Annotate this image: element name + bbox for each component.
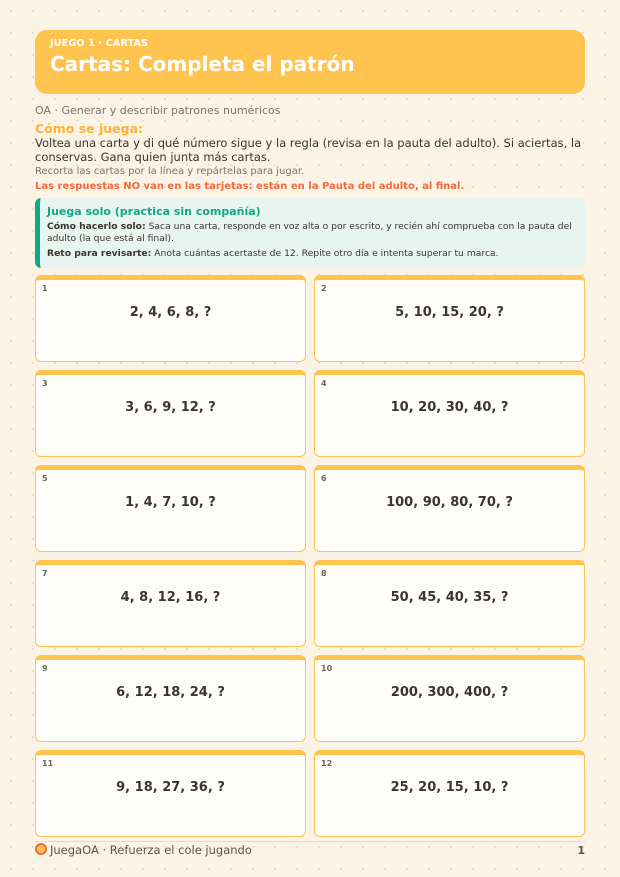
card-sequence: 10, 20, 30, 40, ? (390, 400, 509, 415)
footer-divider (35, 841, 585, 842)
answers-warning: Las respuestas NO van en las tarjetas: están en la Pauta del adulto, al final. (35, 181, 465, 192)
solo-line1-label: Cómo hacerlo solo: (47, 221, 146, 232)
pattern-card[interactable] (35, 655, 306, 742)
card-number: 7 (42, 569, 48, 578)
how-to-play-text: Voltea una carta y di qué número sigue y la regla (revisa en la pauta del adulto). Si aciertas, la conservas. Gana quien junta más cartas. (35, 136, 582, 164)
card-number: 1 (42, 284, 48, 293)
pattern-card[interactable] (314, 750, 585, 837)
solo-instructions (47, 221, 575, 245)
page-number: 1 (577, 844, 585, 857)
card-sequence: 1, 4, 7, 10, ? (125, 495, 216, 510)
pattern-card[interactable] (35, 275, 306, 362)
solo-challenge (47, 248, 575, 260)
card-sequence: 5, 10, 15, 20, ? (395, 305, 504, 320)
pattern-card[interactable] (314, 370, 585, 457)
cut-instructions: Recorta las cartas por la línea y repártelas para jugar. (35, 166, 305, 177)
card-number: 5 (42, 474, 48, 483)
card-sequence: 6, 12, 18, 24, ? (116, 685, 225, 700)
card-sequence: 9, 18, 27, 36, ? (116, 780, 225, 795)
pattern-card[interactable] (35, 560, 306, 647)
page-header (35, 30, 585, 94)
card-number: 10 (321, 664, 333, 673)
card-sequence: 3, 6, 9, 12, ? (125, 400, 216, 415)
page-title: Cartas: Completa el patrón (50, 52, 355, 76)
solo-heading: Juega solo (practica sin compañía) (47, 205, 261, 218)
card-sequence: 2, 4, 6, 8, ? (129, 305, 212, 320)
card-sequence: 50, 45, 40, 35, ? (390, 590, 509, 605)
how-to-play-heading: Cómo se juega: (35, 121, 144, 136)
pattern-card[interactable] (314, 275, 585, 362)
solo-line2-text: Anota cuántas acertaste de 12. Repite otro día e intenta superar tu marca. (151, 248, 499, 259)
solo-line2-label: Reto para revisarte: (47, 248, 152, 259)
pattern-card[interactable] (35, 750, 306, 837)
card-number: 3 (42, 379, 48, 388)
card-number: 6 (321, 474, 327, 483)
pattern-card[interactable] (35, 370, 306, 457)
target-icon (35, 843, 47, 855)
card-number: 4 (321, 379, 327, 388)
pattern-card[interactable] (314, 465, 585, 552)
card-number: 12 (321, 759, 333, 768)
card-sequence: 200, 300, 400, ? (390, 685, 509, 700)
solo-play-box (35, 198, 585, 268)
card-number: 2 (321, 284, 327, 293)
card-sequence: 4, 8, 12, 16, ? (120, 590, 221, 605)
solo-line1-text: Saca una carta, responde en voz alta o por escrito, y recién ahí comprueba con la pauta del adulto (la que está al final). (47, 221, 572, 244)
game-kicker: JUEGO 1 · CARTAS (50, 38, 149, 49)
card-number: 11 (42, 759, 54, 768)
card-sequence: 100, 90, 80, 70, ? (386, 495, 513, 510)
card-number: 8 (321, 569, 327, 578)
pattern-card[interactable] (35, 465, 306, 552)
pattern-card[interactable] (314, 560, 585, 647)
card-sequence: 25, 20, 15, 10, ? (390, 780, 509, 795)
footer-brand: JuegaOA · Refuerza el cole jugando (50, 843, 252, 857)
pattern-card[interactable] (314, 655, 585, 742)
card-number: 9 (42, 664, 48, 673)
learning-objective: OA · Generar y describir patrones numéricos (35, 104, 281, 117)
